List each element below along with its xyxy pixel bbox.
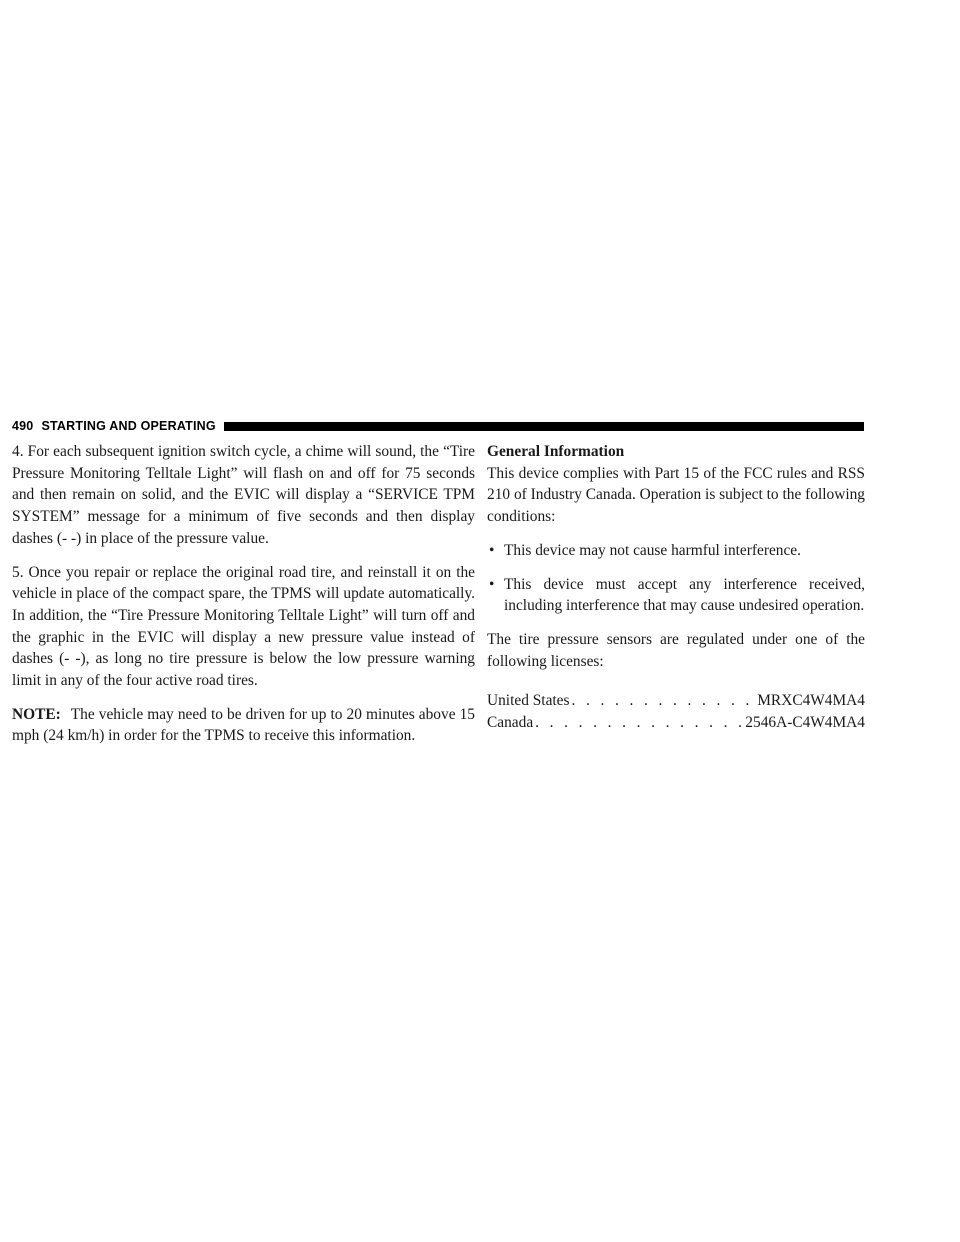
leader-dots bbox=[535, 712, 741, 734]
license-code: MRXC4W4MA4 bbox=[757, 692, 865, 710]
general-information-heading: General Information bbox=[487, 443, 625, 460]
page-number: 490 bbox=[12, 419, 34, 433]
list-item bbox=[487, 540, 865, 562]
paragraph-step-4: 4. For each subsequent ignition switch cycle, a chime will sound, the “Tire Pressure Monitoring Telltale Light” will flash on and off for 75 seconds and then remain on solid, and the EVIC will display a “SERVICE TPM SYSTEM” message for a minimum of five seconds and then display dashes (- -) in place of the pressure value. bbox=[12, 443, 475, 547]
list-item-text: This device must accept any interference received, including interference that may cause undesired operation. bbox=[504, 575, 865, 615]
licenses-intro: The tire pressure sensors are regulated under one of the following licenses: bbox=[487, 630, 865, 670]
bullet-icon: • bbox=[489, 541, 495, 559]
note-text: The vehicle may need to be driven for up to 20 minutes above 15 mph (24 km/h) in order for the TPMS to receive this information. bbox=[12, 705, 475, 745]
header-rule bbox=[224, 422, 864, 431]
license-code: 2546A-C4W4MA4 bbox=[745, 714, 865, 732]
license-country: Canada bbox=[487, 714, 534, 732]
license-row bbox=[487, 690, 865, 712]
note-label: NOTE: bbox=[12, 705, 61, 723]
list-item-text: This device may not cause harmful interference. bbox=[504, 541, 801, 559]
left-column bbox=[12, 441, 475, 759]
license-table bbox=[487, 690, 865, 733]
license-country: United States bbox=[487, 692, 570, 710]
conditions-list bbox=[487, 540, 865, 617]
section-title: STARTING AND OPERATING bbox=[41, 419, 216, 433]
bullet-icon: • bbox=[489, 575, 495, 593]
note-paragraph bbox=[12, 704, 475, 747]
paragraph-step-5: 5. Once you repair or replace the original road tire, and reinstall it on the vehicle in place of the compact spare, the TPMS will update automatically. In addition, the “Tire Pressure Monitoring Telltale Light” will turn off and the graphic in the EVIC will display a new pressure value instead of dashes (- -), as long no tire pressure is below the low pressure warning limit in any of the four active road tires. bbox=[12, 563, 475, 690]
page-header bbox=[12, 416, 864, 436]
list-item bbox=[487, 574, 865, 617]
leader-dots bbox=[572, 690, 754, 712]
intro-paragraph: This device complies with Part 15 of the FCC rules and RSS 210 of Industry Canada. Operation is subject to the following conditions: bbox=[487, 464, 865, 526]
right-column bbox=[487, 441, 865, 734]
license-row bbox=[487, 712, 865, 734]
